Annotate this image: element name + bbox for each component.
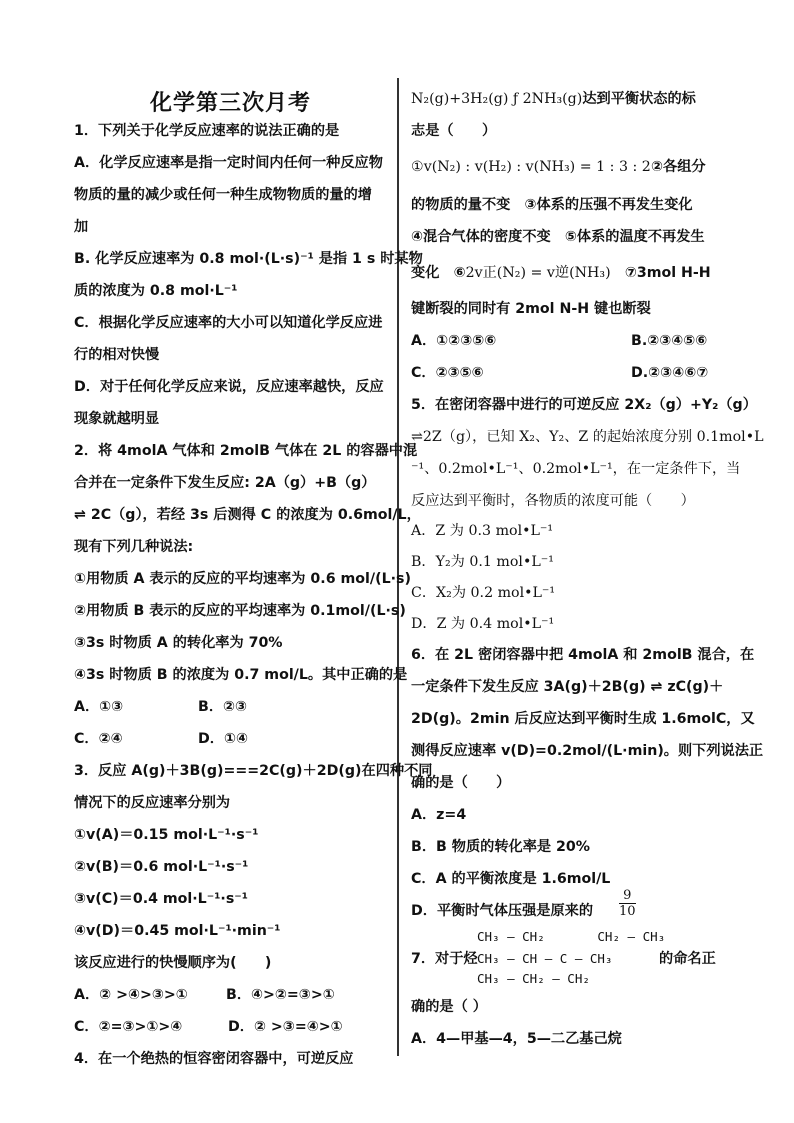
q6-option-d: D．平衡时气体压强是原来的 bbox=[411, 903, 594, 919]
q3-option-c: C．②=③>①>④ bbox=[74, 1019, 183, 1035]
q2-option-a: A．①③ bbox=[74, 699, 124, 715]
q6-option-b: B．B 物质的转化率是 20% bbox=[411, 839, 590, 855]
q7-option-a: A．4—甲基—4，5—二乙基己烷 bbox=[411, 1031, 622, 1047]
q5-stem-line2: ⇌2Z（g），已知 X₂、Y₂、Z 的起始浓度分别 0.1mol•L bbox=[411, 429, 764, 445]
q6-fraction-denominator: 10 bbox=[619, 904, 636, 919]
q4-rate-formula: 2v正(N₂) = v逆(NH₃) bbox=[465, 265, 611, 281]
q3-option-b: B．④>②=③>① bbox=[226, 987, 335, 1003]
q6-stem-line1: 6．在 2L 密闭容器中把 4molA 和 2molB 混合，在 bbox=[411, 647, 755, 663]
q6-fraction-numerator: 9 bbox=[619, 888, 636, 904]
q4-item-5-end: 变化 ⑥ bbox=[411, 265, 466, 281]
q6-stem-line4: 测得反应速率 v(D)=0.2mol/(L·min)。则下列说法正 bbox=[411, 743, 764, 759]
q2-statement-2: ②用物质 B 表示的反应的平均速率为 0.1mol/(L·s) bbox=[74, 603, 406, 619]
q2-statement-3: ③3s 时物质 A 的转化率为 70% bbox=[74, 635, 283, 651]
q1-option-b-line2: 质的浓度为 0.8 mol·L⁻¹ bbox=[74, 283, 238, 299]
q3-rate-3: ③v(C)＝0.4 mol·L⁻¹·s⁻¹ bbox=[74, 891, 248, 907]
q3-rate-4: ④v(D)＝0.45 mol·L⁻¹·min⁻¹ bbox=[74, 923, 281, 939]
q1-option-c-line1: C．根据化学反应速率的大小可以知道化学反应进 bbox=[74, 315, 383, 331]
q5-stem-line4: 反应达到平衡时，各物质的浓度可能（ ） bbox=[411, 493, 695, 509]
q4-stem-line2: 志是（ ） bbox=[411, 123, 497, 139]
q3-rate-2: ②v(B)＝0.6 mol·L⁻¹·s⁻¹ bbox=[74, 859, 249, 875]
q1-option-c-line2: 行的相对快慢 bbox=[74, 347, 160, 363]
q5-stem-line1: 5．在密闭容器中进行的可逆反应 2X₂（g）+Y₂（g） bbox=[411, 397, 757, 413]
q1-option-a-line2: 物质的量的减少或任何一种生成物物质的量的增 bbox=[74, 187, 372, 203]
q3-stem-line2: 情况下的反应速率分别为 bbox=[74, 795, 231, 811]
q6-stem-line2: 一定条件下发生反应 3A(g)＋2B(g) ⇌ zC(g)＋ bbox=[411, 679, 724, 695]
q2-option-b: B．②③ bbox=[198, 699, 248, 715]
q3-ask: 该反应进行的快慢顺序为( ) bbox=[74, 955, 272, 971]
q2-option-c: C．②④ bbox=[74, 731, 123, 747]
q4-item-line4 bbox=[411, 263, 711, 283]
q7-structure-line3: CH₃ — CH₂ — CH₂ bbox=[477, 971, 590, 986]
page-title: 化学第三次月考 bbox=[150, 91, 312, 116]
q3-option-a: A．② >④>③>① bbox=[74, 987, 188, 1003]
q7-stem-post: 的命名正 bbox=[659, 951, 716, 967]
q4-item-2-start: ②各组分 bbox=[651, 159, 706, 175]
q4-item-line3: ④混合气体的密度不变 ⑤体系的温度不再发生 bbox=[411, 229, 705, 245]
q2-statement-4: ④3s 时物质 B 的浓度为 0.7 mol/L。其中正确的是 bbox=[74, 667, 408, 683]
q6-fraction bbox=[619, 888, 636, 919]
q6-stem-line3: 2D(g)。2min 后反应达到平衡时生成 1.6molC，又 bbox=[411, 711, 755, 727]
q1-stem: 1．下列关于化学反应速率的说法正确的是 bbox=[74, 123, 340, 139]
q3-rate-1: ①v(A)＝0.15 mol·L⁻¹·s⁻¹ bbox=[74, 827, 259, 843]
q4-item-line5: 键断裂的同时有 2mol N-H 键也断裂 bbox=[411, 301, 651, 317]
q4-equation-tail: 达到平衡状态的标 bbox=[582, 91, 696, 107]
q3-option-d: D．② >③=④>① bbox=[228, 1019, 343, 1035]
q4-item-line2: 的物质的量不变 ③体系的压强不再发生变化 bbox=[411, 197, 693, 213]
q2-option-d: D．①④ bbox=[198, 731, 248, 747]
q5-option-d: D．Z 为 0.4 mol•L⁻¹ bbox=[411, 616, 555, 632]
q4-ratio-formula: ①v(N₂) : v(H₂) : v(NH₃) = 1 : 3 : 2 bbox=[411, 159, 651, 175]
q5-stem-line3: ⁻¹、0.2mol•L⁻¹、0.2mol•L⁻¹，在一定条件下，当 bbox=[411, 461, 741, 477]
q6-stem-line5: 确的是（ ） bbox=[411, 775, 511, 791]
q1-option-d-line1: D．对于任何化学反应来说，反应速率越快，反应 bbox=[74, 379, 384, 395]
q7-stem-line2: 确的是（ ） bbox=[411, 999, 487, 1015]
q5-option-a: A．Z 为 0.3 mol•L⁻¹ bbox=[411, 523, 554, 539]
q6-option-a: A．z=4 bbox=[411, 807, 467, 823]
q4-option-b: B.②③④⑤⑥ bbox=[631, 333, 708, 349]
q4-equation-line bbox=[411, 89, 696, 109]
q6-option-c: C．A 的平衡浓度是 1.6mol/L bbox=[411, 871, 611, 887]
q4-item-7-start: ⑦3mol H-H bbox=[610, 265, 711, 281]
q3-stem-line1: 3．反应 A(g)＋3B(g)===2C(g)＋2D(g)在四种不同 bbox=[74, 763, 433, 779]
q2-statement-1: ①用物质 A 表示的反应的平均速率为 0.6 mol/(L·s) bbox=[74, 571, 411, 587]
q4-item-line1 bbox=[411, 157, 706, 177]
q4-option-a: A．①②③⑤⑥ bbox=[411, 333, 497, 349]
q1-option-b-line1: B. 化学反应速率为 0.8 mol·(L·s)⁻¹ 是指 1 s 时某物 bbox=[74, 251, 423, 267]
q2-stem-line3: ⇌ 2C（g），若经 3s 后测得 C 的浓度为 0.6mol/L， bbox=[74, 507, 421, 523]
column-divider bbox=[397, 78, 399, 1056]
q5-option-c: C．X₂为 0.2 mol•L⁻¹ bbox=[411, 585, 556, 601]
q7-structure-line2: CH₃ — CH — C — CH₃ bbox=[477, 951, 613, 966]
q2-stem-line1: 2．将 4molA 气体和 2molB 气体在 2L 的容器中混 bbox=[74, 443, 418, 459]
q4-option-d: D.②③④⑥⑦ bbox=[631, 365, 709, 381]
q1-option-d-line2: 现象就越明显 bbox=[74, 411, 160, 427]
q4-equation: N₂(g)+3H₂(g) ƒ 2NH₃(g) bbox=[411, 91, 583, 107]
q7-structure-line1: CH₃ — CH₂ CH₂ — CH₃ bbox=[477, 929, 666, 944]
q1-option-a-line3: 加 bbox=[74, 219, 89, 235]
q1-option-a-line1: A．化学反应速率是指一定时间内任何一种反应物 bbox=[74, 155, 383, 171]
q4-option-c: C．②③⑤⑥ bbox=[411, 365, 484, 381]
q5-option-b: B．Y₂为 0.1 mol•L⁻¹ bbox=[411, 554, 554, 570]
q4-stem-line1: 4．在一个绝热的恒容密闭容器中，可逆反应 bbox=[74, 1051, 354, 1067]
q2-stem-line2: 合并在一定条件下发生反应: 2A（g）+B（g） bbox=[74, 475, 376, 491]
q2-stem-line4: 现有下列几种说法: bbox=[74, 539, 194, 555]
q7-stem-pre: 7．对于烃 bbox=[411, 951, 478, 967]
